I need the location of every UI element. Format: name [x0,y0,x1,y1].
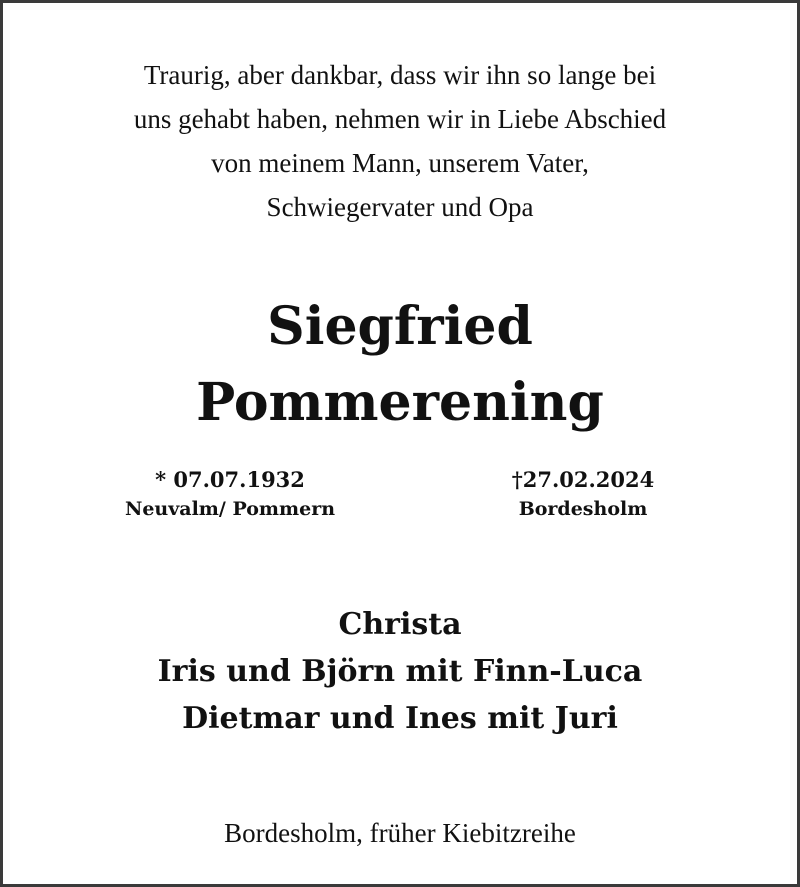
deceased-name [3,289,797,441]
death-place: Bordesholm [518,498,648,520]
mourner-line: Dietmar und Ines mit Juri [182,701,618,736]
birth-date: * 07.07.1932 [155,467,305,492]
intro-line: Traurig, aber dankbar, dass wir ihn so lange bei [143,60,657,90]
birth-info [99,464,361,522]
deceased-last-name: Pommerening [196,372,604,433]
location-line: Bordesholm, früher Kiebitzreihe [224,818,576,848]
deceased-first-name: Siegfried [267,296,533,357]
intro-line: Schwiegervater und Opa [266,192,534,222]
intro-line: uns gehabt haben, nehmen wir in Liebe Abschied [133,104,667,134]
death-date: †27.02.2024 [511,467,655,492]
mourner-line: Christa [338,607,462,642]
death-info [503,464,663,522]
intro-text [3,53,797,229]
mourner-line: Iris und Björn mit Finn-Luca [157,654,643,689]
mourners-list [3,601,797,742]
intro-line: von meinem Mann, unserem Vater, [211,148,589,178]
birth-place: Neuvalm/ Pommern [124,498,336,520]
